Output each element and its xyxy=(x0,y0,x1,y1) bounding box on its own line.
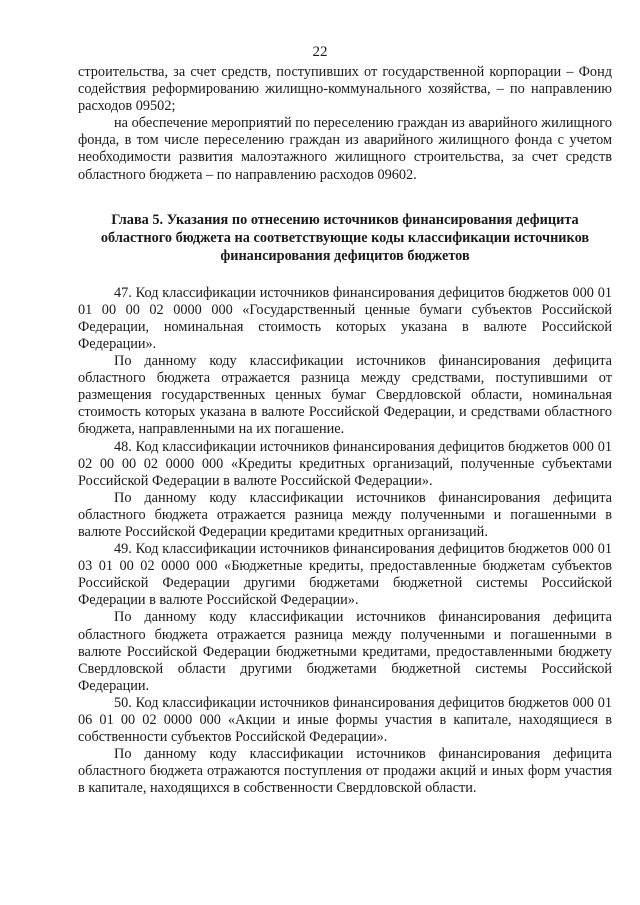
paragraph: По данному коду классификации источников финансирования дефицита областного бюджета отражаются поступления от продажи акций и иных форм участия в капитале, находящихся в собственности Свердловской области. xyxy=(78,746,612,797)
paragraph: По данному коду классификации источников финансирования дефицита областного бюджета отражается разница между полученными и погашенными в валюте Российской Федерации бюджетными кредитами, предоставленными бюджету Свердловской области другими бюджетами бюджетной системы Российской Федерации. xyxy=(78,609,612,694)
paragraph: По данному коду классификации источников финансирования дефицита областного бюджета отражается разница между средствами, поступившими от размещения государственных ценных бумаг Свердловской области, номинальная стоимость которых указана в валюте Российской Федерации, и средствами областного бюджета, направленными на их погашение. xyxy=(78,353,612,438)
chapter-heading: Глава 5. Указания по отнесению источников финансирования дефицита областного бюджета на соответствующие коды классификации источников финансирования дефицитов бюджетов xyxy=(100,211,590,264)
paragraph-item-49: 49. Код классификации источников финансирования дефицитов бюджетов 000 01 03 01 00 02 0000 000 «Бюджетные кредиты, предоставленные бюджетам субъектов Российской Федерации другими бюджетами бюджетной системы Российской Федерации в валюте Российской Федерации». xyxy=(78,541,612,609)
paragraph-item-47: 47. Код классификации источников финансирования дефицитов бюджетов 000 01 01 00 00 02 0000 000 «Государственный ценные бумаги субъектов Российской Федерации, номинальная стоимость которых указана в валюте Российской Федерации». xyxy=(78,284,612,352)
paragraph: По данному коду классификации источников финансирования дефицита областного бюджета отражается разница между полученными и погашенными в валюте Российской Федерации кредитами кредитных организаций. xyxy=(78,489,612,540)
paragraph: на обеспечение мероприятий по переселению граждан из аварийного жилищного фонда, в том числе переселению граждан из аварийного жилищного фонда с учетом необходимости развития малоэтажного жилищного строительства, за счет средств областного бюджета – по направлению расходов 09602. xyxy=(78,115,612,183)
page-number: 22 xyxy=(312,44,328,60)
paragraph-continuation: строительства, за счет средств, поступивших от государственной корпорации – Фонд содействия реформированию жилищно-коммунального хозяйства, – по направлению расходов 09502; xyxy=(78,64,612,115)
paragraph-item-48: 48. Код классификации источников финансирования дефицитов бюджетов 000 01 02 00 00 02 0000 000 «Кредиты кредитных организаций, полученные субъектами Российской Федерации в валюте Российской Федерации». xyxy=(78,438,612,489)
document-body xyxy=(78,64,612,797)
paragraph-item-50: 50. Код классификации источников финансирования дефицитов бюджетов 000 01 06 01 00 02 0000 000 «Акции и иные формы участия в капитале, находящиеся в собственности субъектов Российской Федерации». xyxy=(78,694,612,746)
